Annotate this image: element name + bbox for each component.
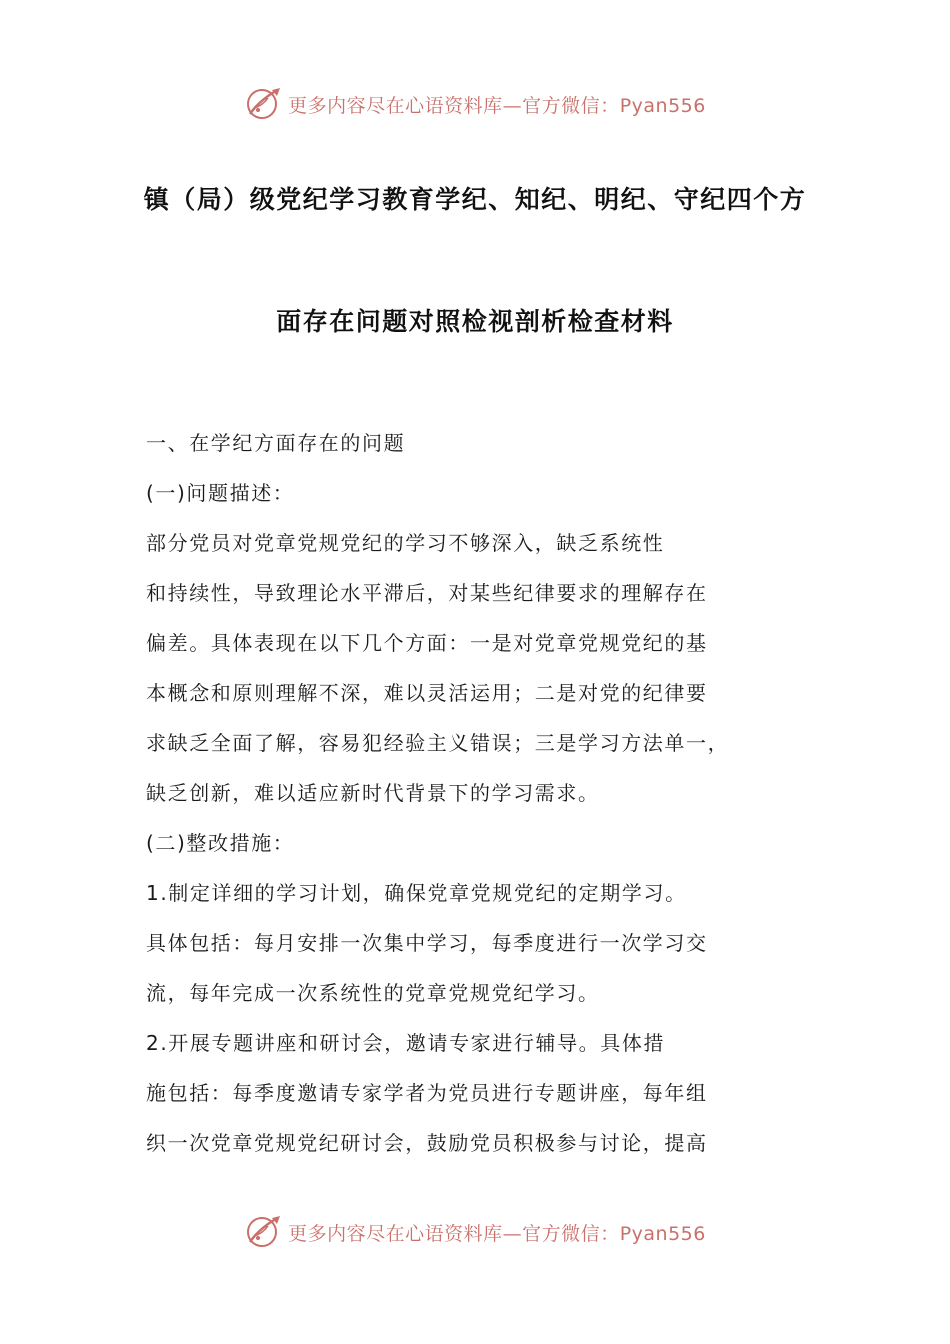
body-line: 织一次党章党规党纪研讨会，鼓励党员积极参与讨论，提高: [146, 1131, 708, 1155]
body-line: 本概念和原则理解不深，难以灵活运用；二是对党的纪律要: [146, 681, 708, 705]
document-body: [146, 418, 746, 1168]
watermark-main: 更多内容尽在心语资料库: [288, 94, 503, 117]
watermark-text: [288, 91, 706, 118]
measure-item-1: 1.制定详细的学习计划，确保党章党规党纪的定期学习。: [146, 881, 687, 905]
body-line: 具体包括：每月安排一次集中学习，每季度进行一次学习交: [146, 931, 708, 955]
watermark-official: 官方微信：: [522, 94, 620, 117]
watermark-content: [244, 1212, 706, 1252]
body-line: 偏差。具体表现在以下几个方面：一是对党章党规党纪的基: [146, 631, 708, 655]
subheading-corrective-measures: (二)整改措施：: [146, 831, 295, 855]
watermark-wechat-id: Pyan556: [619, 94, 706, 117]
body-line: 求缺乏全面了解，容易犯经验主义错误；三是学习方法单一，: [146, 731, 730, 755]
watermark-official: 官方微信：: [522, 1222, 620, 1245]
document-title-line-2: 面存在问题对照检视剖析检查材料: [276, 307, 674, 336]
watermark-separator: —: [502, 94, 523, 117]
body-line: 流，每年完成一次系统性的党章党规党纪学习。: [146, 981, 600, 1005]
body-line: 和持续性，导致理论水平滞后，对某些纪律要求的理解存在: [146, 581, 708, 605]
body-line: 施包括：每季度邀请专家学者为党员进行专题讲座，每年组: [146, 1081, 708, 1105]
measure-item-2: 2.开展专题讲座和研讨会，邀请专家进行辅导。具体措: [146, 1031, 666, 1055]
watermark-wechat-id: Pyan556: [619, 1222, 706, 1245]
subheading-problem-description: (一)问题描述：: [146, 481, 295, 505]
watermark-text: [288, 1219, 706, 1246]
watermark-main: 更多内容尽在心语资料库: [288, 1222, 503, 1245]
body-line: 部分党员对党章党规党纪的学习不够深入，缺乏系统性: [146, 531, 665, 555]
header-watermark: [0, 82, 950, 126]
footer-watermark: [0, 1210, 950, 1254]
section-heading: 一、在学纪方面存在的问题: [146, 431, 406, 455]
pen-logo-icon: [244, 1212, 284, 1252]
watermark-separator: —: [502, 1222, 523, 1245]
body-line: 缺乏创新，难以适应新时代背景下的学习需求。: [146, 781, 600, 805]
watermark-content: [244, 84, 706, 124]
pen-logo-icon: [244, 84, 284, 124]
document-title-line-1: 镇（局）级党纪学习教育学纪、知纪、明纪、守纪四个方: [143, 185, 807, 214]
